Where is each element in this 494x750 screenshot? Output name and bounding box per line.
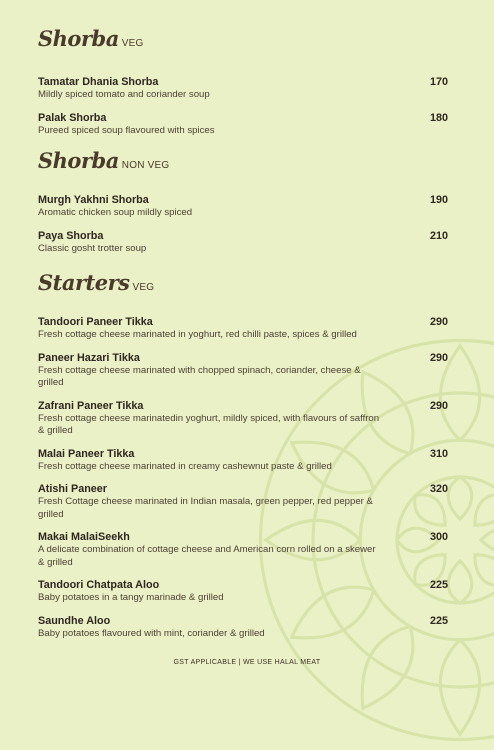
menu-item bbox=[38, 400, 448, 438]
menu-item bbox=[38, 194, 448, 220]
menu-item bbox=[38, 112, 448, 138]
item-description: Baby potatoes flavoured with mint, coriander & grilled bbox=[38, 628, 383, 641]
footer-note: GST APPLICABLE | WE USE HALAL MEAT bbox=[0, 659, 494, 666]
item-price: 310 bbox=[430, 448, 448, 460]
item-description: Baby potatoes in a tangy marinade & grilled bbox=[38, 592, 383, 605]
section-shorba-non-veg bbox=[38, 148, 448, 255]
item-name: Murgh Yakhni Shorba bbox=[38, 194, 448, 207]
item-name: Saundhe Aloo bbox=[38, 615, 448, 628]
menu-item bbox=[38, 316, 448, 342]
item-price: 225 bbox=[430, 615, 448, 627]
section-heading bbox=[38, 148, 448, 174]
menu-item bbox=[38, 615, 448, 641]
item-name: Tandoori Paneer Tikka bbox=[38, 316, 448, 329]
section-shorba-veg bbox=[38, 26, 448, 137]
item-description: Mildly spiced tomato and coriander soup bbox=[38, 89, 383, 102]
menu-item bbox=[38, 483, 448, 521]
item-name: Paneer Hazari Tikka bbox=[38, 352, 448, 365]
item-price: 290 bbox=[430, 400, 448, 412]
item-price: 290 bbox=[430, 316, 448, 328]
item-price: 300 bbox=[430, 531, 448, 543]
item-name: Tandoori Chatpata Aloo bbox=[38, 579, 448, 592]
section-subtitle: NON VEG bbox=[122, 160, 170, 171]
item-price: 180 bbox=[430, 112, 448, 124]
menu-item bbox=[38, 230, 448, 256]
item-description: A delicate combination of cottage cheese and American corn rolled on a skewer & grilled bbox=[38, 544, 383, 569]
item-description: Pureed spiced soup flavoured with spices bbox=[38, 125, 383, 138]
item-description: Fresh cottage cheese marinated in yoghurt, red chilli paste, spices & grilled bbox=[38, 329, 383, 342]
section-starters-veg bbox=[38, 270, 448, 640]
item-description: Fresh cottage cheese marinated in creamy cashewnut paste & grilled bbox=[38, 461, 383, 474]
item-price: 320 bbox=[430, 483, 448, 495]
section-subtitle: VEG bbox=[132, 282, 154, 293]
item-price: 210 bbox=[430, 230, 448, 242]
section-title: Shorba bbox=[38, 26, 119, 51]
item-description: Classic gosht trotter soup bbox=[38, 243, 383, 256]
item-name: Malai Paneer Tikka bbox=[38, 448, 448, 461]
item-price: 290 bbox=[430, 352, 448, 364]
item-description: Fresh cottage cheese marinatedin yoghurt, mildly spiced, with flavours of saffron & grilled bbox=[38, 413, 383, 438]
item-price: 190 bbox=[430, 194, 448, 206]
item-name: Palak Shorba bbox=[38, 112, 448, 125]
menu-item bbox=[38, 76, 448, 102]
item-name: Tamatar Dhania Shorba bbox=[38, 76, 448, 89]
item-description: Aromatic chicken soup mildly spiced bbox=[38, 207, 383, 220]
menu-item bbox=[38, 352, 448, 390]
item-price: 170 bbox=[430, 76, 448, 88]
section-heading bbox=[38, 270, 448, 296]
item-name: Zafrani Paneer Tikka bbox=[38, 400, 448, 413]
section-heading bbox=[38, 26, 448, 52]
item-description: Fresh cottage cheese marinated with chopped spinach, coriander, cheese & grilled bbox=[38, 365, 383, 390]
item-name: Atishi Paneer bbox=[38, 483, 448, 496]
item-name: Paya Shorba bbox=[38, 230, 448, 243]
menu-item bbox=[38, 448, 448, 474]
menu-item bbox=[38, 531, 448, 569]
section-title: Shorba bbox=[38, 148, 119, 173]
item-name: Makai MalaiSeekh bbox=[38, 531, 448, 544]
item-description: Fresh Cottage cheese marinated in Indian masala, green pepper, red pepper & grilled bbox=[38, 496, 383, 521]
menu-item bbox=[38, 579, 448, 605]
section-title: Starters bbox=[38, 270, 129, 295]
item-price: 225 bbox=[430, 579, 448, 591]
section-subtitle: VEG bbox=[122, 38, 144, 49]
